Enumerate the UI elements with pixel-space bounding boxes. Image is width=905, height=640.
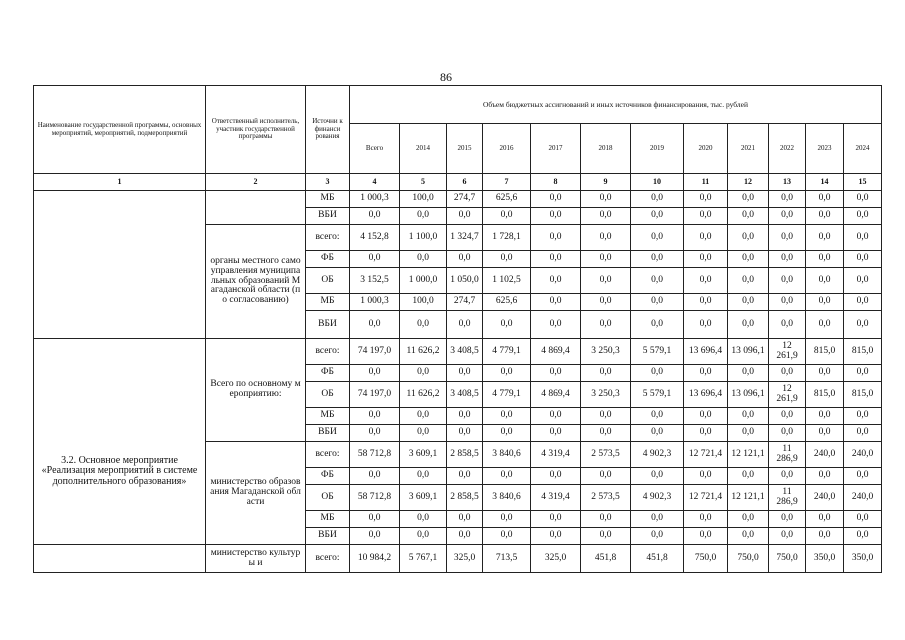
- year-value-cell: 0,0: [684, 425, 728, 442]
- year-value-cell: 0,0: [447, 365, 483, 382]
- year-value-cell: 0,0: [806, 294, 844, 311]
- year-value-cell: 0,0: [728, 425, 769, 442]
- year-value-cell: 713,5: [483, 545, 531, 573]
- executor-text: министерство культуры и: [210, 547, 301, 568]
- year-value-cell: 5 579,1: [631, 382, 684, 408]
- year-value-cell: 0,0: [631, 191, 684, 208]
- budget-table: [33, 85, 882, 573]
- year-value-cell: 0,0: [728, 528, 769, 545]
- year-value-cell: 13 696,4: [684, 339, 728, 365]
- source-cell: ОБ: [306, 268, 350, 294]
- header-executor: Ответственный исполнитель, участник государственной программы: [206, 86, 306, 174]
- year-value-cell: 815,0: [844, 339, 882, 365]
- year-value-cell: 815,0: [806, 339, 844, 365]
- year-value-cell: 3 840,6: [483, 485, 531, 511]
- total-cell: 3 152,5: [350, 268, 400, 294]
- year-value-cell: 451,8: [581, 545, 631, 573]
- total-cell: 10 984,2: [350, 545, 400, 573]
- year-value-cell: 0,0: [631, 365, 684, 382]
- source-cell: МБ: [306, 191, 350, 208]
- year-value-cell: 240,0: [806, 442, 844, 468]
- year-value-cell: 0,0: [447, 408, 483, 425]
- year-value-cell: 0,0: [631, 294, 684, 311]
- year-value-cell: 0,0: [684, 311, 728, 339]
- column-number: 4: [350, 174, 400, 191]
- source-cell: всего:: [306, 225, 350, 251]
- year-value-cell: 274,7: [447, 294, 483, 311]
- year-value-cell: 0,0: [728, 208, 769, 225]
- year-value-cell: 0,0: [769, 225, 806, 251]
- header-year: 2019: [631, 124, 684, 174]
- header-year: 2015: [447, 124, 483, 174]
- year-value-cell: 0,0: [769, 511, 806, 528]
- header-year: 2020: [684, 124, 728, 174]
- year-value-cell: 0,0: [769, 268, 806, 294]
- year-value-cell: 0,0: [447, 528, 483, 545]
- year-value-cell: 0,0: [769, 528, 806, 545]
- year-value-cell: 0,0: [728, 268, 769, 294]
- total-cell: 0,0: [350, 311, 400, 339]
- year-value-cell: 0,0: [483, 365, 531, 382]
- source-cell: ФБ: [306, 251, 350, 268]
- year-value-cell: 13 096,1: [728, 382, 769, 408]
- year-value-cell: 0,0: [806, 311, 844, 339]
- year-value-cell: 0,0: [531, 311, 581, 339]
- year-value-cell: 0,0: [684, 511, 728, 528]
- year-value-cell: 0,0: [728, 251, 769, 268]
- year-value-cell: 12 261,9: [769, 382, 806, 408]
- year-value-cell: 0,0: [631, 408, 684, 425]
- year-value-cell: 0,0: [483, 208, 531, 225]
- year-value-cell: 3 609,1: [400, 485, 447, 511]
- year-value-cell: 750,0: [728, 545, 769, 573]
- column-number: 13: [769, 174, 806, 191]
- year-value-cell: 12 721,4: [684, 485, 728, 511]
- year-value-cell: 0,0: [531, 365, 581, 382]
- total-cell: 58 712,8: [350, 442, 400, 468]
- year-value-cell: 4 779,1: [483, 339, 531, 365]
- total-cell: 0,0: [350, 365, 400, 382]
- year-value-cell: 4 902,3: [631, 485, 684, 511]
- header-volume: Объем бюджетных ассигнований и иных источников финансирования, тыс. рублей: [350, 86, 882, 124]
- year-value-cell: 3 408,5: [447, 382, 483, 408]
- total-cell: 0,0: [350, 208, 400, 225]
- year-value-cell: 11 626,2: [400, 339, 447, 365]
- source-cell: ФБ: [306, 468, 350, 485]
- total-cell: 0,0: [350, 251, 400, 268]
- total-cell: 1 000,3: [350, 191, 400, 208]
- year-value-cell: 0,0: [844, 208, 882, 225]
- year-value-cell: 0,0: [581, 511, 631, 528]
- year-value-cell: 1 000,0: [400, 268, 447, 294]
- year-value-cell: 350,0: [806, 545, 844, 573]
- year-value-cell: 12 121,1: [728, 485, 769, 511]
- year-value-cell: 1 100,0: [400, 225, 447, 251]
- year-value-cell: 0,0: [400, 528, 447, 545]
- year-value-cell: 240,0: [844, 442, 882, 468]
- column-number: 10: [631, 174, 684, 191]
- year-value-cell: 0,0: [483, 468, 531, 485]
- year-value-cell: 0,0: [769, 408, 806, 425]
- year-value-cell: 0,0: [844, 191, 882, 208]
- year-value-cell: 0,0: [400, 208, 447, 225]
- table-row: [34, 191, 882, 208]
- year-value-cell: 2 573,5: [581, 442, 631, 468]
- header-year: 2017: [531, 124, 581, 174]
- column-number: 3: [306, 174, 350, 191]
- year-value-cell: 0,0: [400, 365, 447, 382]
- year-value-cell: 350,0: [844, 545, 882, 573]
- executor-text: министерство образования Магаданской области: [210, 477, 301, 507]
- year-value-cell: 0,0: [806, 225, 844, 251]
- year-value-cell: 0,0: [728, 468, 769, 485]
- source-cell: всего:: [306, 442, 350, 468]
- year-value-cell: 1 102,5: [483, 268, 531, 294]
- source-cell: ФБ: [306, 365, 350, 382]
- year-value-cell: 0,0: [483, 528, 531, 545]
- year-value-cell: 0,0: [631, 528, 684, 545]
- year-value-cell: 0,0: [581, 251, 631, 268]
- year-value-cell: 0,0: [400, 468, 447, 485]
- year-value-cell: 0,0: [400, 408, 447, 425]
- column-number: 7: [483, 174, 531, 191]
- year-value-cell: 3 408,5: [447, 339, 483, 365]
- source-cell: ОБ: [306, 382, 350, 408]
- header-year: 2016: [483, 124, 531, 174]
- year-value-cell: 0,0: [844, 408, 882, 425]
- year-value-cell: 13 096,1: [728, 339, 769, 365]
- header-total: Всего: [350, 124, 400, 174]
- column-number: 15: [844, 174, 882, 191]
- year-value-cell: 0,0: [400, 251, 447, 268]
- year-value-cell: 274,7: [447, 191, 483, 208]
- year-value-cell: 1 324,7: [447, 225, 483, 251]
- year-value-cell: 0,0: [483, 311, 531, 339]
- year-value-cell: 0,0: [684, 468, 728, 485]
- year-value-cell: 12 721,4: [684, 442, 728, 468]
- year-value-cell: 0,0: [531, 294, 581, 311]
- source-cell: ВБИ: [306, 425, 350, 442]
- year-value-cell: 750,0: [684, 545, 728, 573]
- year-value-cell: 0,0: [769, 294, 806, 311]
- total-cell: 0,0: [350, 468, 400, 485]
- year-value-cell: 240,0: [806, 485, 844, 511]
- year-value-cell: 0,0: [631, 268, 684, 294]
- year-value-cell: 0,0: [531, 468, 581, 485]
- year-value-cell: 4 319,4: [531, 485, 581, 511]
- year-value-cell: 0,0: [769, 425, 806, 442]
- year-value-cell: 0,0: [631, 208, 684, 225]
- year-value-cell: 0,0: [631, 311, 684, 339]
- measure-name-cell: [34, 545, 206, 573]
- year-value-cell: 0,0: [684, 208, 728, 225]
- source-cell: ВБИ: [306, 311, 350, 339]
- year-value-cell: 0,0: [400, 311, 447, 339]
- year-value-cell: 1 050,0: [447, 268, 483, 294]
- year-value-cell: 0,0: [806, 425, 844, 442]
- year-value-cell: 750,0: [769, 545, 806, 573]
- total-cell: 74 197,0: [350, 382, 400, 408]
- year-value-cell: 625,6: [483, 294, 531, 311]
- year-value-cell: 2 858,5: [447, 442, 483, 468]
- total-cell: 0,0: [350, 511, 400, 528]
- year-value-cell: 0,0: [728, 511, 769, 528]
- year-value-cell: 12 121,1: [728, 442, 769, 468]
- year-value-cell: 0,0: [844, 294, 882, 311]
- measure-name-cell: 3.2. Основное мероприятие «Реализация мероприятий в системе дополнительного образования»: [34, 339, 206, 545]
- executor-text: Всего по основному мероприятию:: [210, 379, 301, 399]
- year-value-cell: 0,0: [728, 311, 769, 339]
- year-value-cell: 2 573,5: [581, 485, 631, 511]
- source-cell: ОБ: [306, 485, 350, 511]
- header-year: 2021: [728, 124, 769, 174]
- year-value-cell: 0,0: [400, 425, 447, 442]
- year-value-cell: 4 869,4: [531, 382, 581, 408]
- year-value-cell: 13 696,4: [684, 382, 728, 408]
- year-value-cell: 0,0: [483, 511, 531, 528]
- year-value-cell: 11 286,9: [769, 485, 806, 511]
- year-value-cell: 2 858,5: [447, 485, 483, 511]
- year-value-cell: 815,0: [806, 382, 844, 408]
- year-value-cell: 100,0: [400, 191, 447, 208]
- year-value-cell: 3 840,6: [483, 442, 531, 468]
- total-cell: 58 712,8: [350, 485, 400, 511]
- source-cell: всего:: [306, 339, 350, 365]
- year-value-cell: 0,0: [844, 268, 882, 294]
- executor-cell: [206, 225, 306, 339]
- year-value-cell: 815,0: [844, 382, 882, 408]
- year-value-cell: 0,0: [844, 311, 882, 339]
- year-value-cell: 0,0: [769, 468, 806, 485]
- year-value-cell: 0,0: [531, 191, 581, 208]
- column-number: 5: [400, 174, 447, 191]
- executor-cell: [206, 545, 306, 573]
- year-value-cell: 0,0: [684, 225, 728, 251]
- header-source: Источни к финанси рования: [306, 86, 350, 174]
- header-year: 2014: [400, 124, 447, 174]
- year-value-cell: 0,0: [531, 408, 581, 425]
- total-cell: 1 000,3: [350, 294, 400, 311]
- year-value-cell: 11 286,9: [769, 442, 806, 468]
- year-value-cell: 0,0: [769, 311, 806, 339]
- header-year: 2024: [844, 124, 882, 174]
- year-value-cell: 0,0: [684, 365, 728, 382]
- year-value-cell: 0,0: [631, 251, 684, 268]
- year-value-cell: 325,0: [447, 545, 483, 573]
- year-value-cell: 0,0: [684, 408, 728, 425]
- executor-cell: [206, 442, 306, 545]
- year-value-cell: 0,0: [581, 225, 631, 251]
- year-value-cell: 11 626,2: [400, 382, 447, 408]
- year-value-cell: 0,0: [447, 511, 483, 528]
- year-value-cell: 0,0: [769, 365, 806, 382]
- year-value-cell: 0,0: [447, 311, 483, 339]
- year-value-cell: 0,0: [631, 511, 684, 528]
- year-value-cell: 0,0: [806, 268, 844, 294]
- year-value-cell: 0,0: [581, 468, 631, 485]
- year-value-cell: 0,0: [806, 191, 844, 208]
- year-value-cell: 0,0: [581, 311, 631, 339]
- table-body: [34, 174, 882, 573]
- measure-name-cell: [34, 191, 206, 339]
- year-value-cell: 0,0: [844, 251, 882, 268]
- year-value-cell: 0,0: [581, 408, 631, 425]
- year-value-cell: 0,0: [728, 191, 769, 208]
- year-value-cell: 0,0: [684, 251, 728, 268]
- year-value-cell: 0,0: [483, 408, 531, 425]
- year-value-cell: 625,6: [483, 191, 531, 208]
- year-value-cell: 451,8: [631, 545, 684, 573]
- year-value-cell: 0,0: [531, 251, 581, 268]
- year-value-cell: 0,0: [806, 528, 844, 545]
- year-value-cell: 5 767,1: [400, 545, 447, 573]
- year-value-cell: 0,0: [769, 208, 806, 225]
- year-value-cell: 0,0: [531, 528, 581, 545]
- column-number: 1: [34, 174, 206, 191]
- year-value-cell: 0,0: [728, 294, 769, 311]
- column-number: 6: [447, 174, 483, 191]
- column-number: 12: [728, 174, 769, 191]
- year-value-cell: 0,0: [531, 268, 581, 294]
- year-value-cell: 3 609,1: [400, 442, 447, 468]
- year-value-cell: 0,0: [531, 225, 581, 251]
- source-cell: ВБИ: [306, 528, 350, 545]
- year-value-cell: 4 779,1: [483, 382, 531, 408]
- year-value-cell: 325,0: [531, 545, 581, 573]
- header-name: Наименование государственной программы, основных мероприятий, мероприятий, подмероприятий: [34, 86, 206, 174]
- year-value-cell: 100,0: [400, 294, 447, 311]
- year-value-cell: 4 869,4: [531, 339, 581, 365]
- column-numbers-row: [34, 174, 882, 191]
- year-value-cell: 0,0: [581, 191, 631, 208]
- year-value-cell: 0,0: [531, 425, 581, 442]
- page-number: 86: [440, 70, 452, 84]
- total-cell: 0,0: [350, 425, 400, 442]
- source-cell: всего:: [306, 545, 350, 573]
- year-value-cell: 0,0: [684, 528, 728, 545]
- year-value-cell: 0,0: [844, 528, 882, 545]
- table-row: [34, 339, 882, 365]
- year-value-cell: 4 902,3: [631, 442, 684, 468]
- total-cell: 4 152,8: [350, 225, 400, 251]
- year-value-cell: 1 728,1: [483, 225, 531, 251]
- source-cell: МБ: [306, 511, 350, 528]
- year-value-cell: 0,0: [581, 365, 631, 382]
- total-cell: 0,0: [350, 528, 400, 545]
- year-value-cell: 0,0: [531, 511, 581, 528]
- year-value-cell: 0,0: [806, 365, 844, 382]
- total-cell: 0,0: [350, 408, 400, 425]
- year-value-cell: 0,0: [728, 365, 769, 382]
- source-cell: МБ: [306, 408, 350, 425]
- year-value-cell: 0,0: [581, 268, 631, 294]
- year-value-cell: 0,0: [684, 268, 728, 294]
- year-value-cell: 0,0: [483, 251, 531, 268]
- year-value-cell: 4 319,4: [531, 442, 581, 468]
- year-value-cell: 0,0: [581, 294, 631, 311]
- total-cell: 74 197,0: [350, 339, 400, 365]
- year-value-cell: 0,0: [728, 225, 769, 251]
- year-value-cell: 0,0: [631, 425, 684, 442]
- year-value-cell: 0,0: [806, 208, 844, 225]
- year-value-cell: 0,0: [844, 225, 882, 251]
- year-value-cell: 0,0: [581, 528, 631, 545]
- header-year: 2023: [806, 124, 844, 174]
- year-value-cell: 0,0: [447, 425, 483, 442]
- year-value-cell: 0,0: [684, 191, 728, 208]
- year-value-cell: 0,0: [806, 468, 844, 485]
- table-row: [34, 545, 882, 573]
- year-value-cell: 0,0: [728, 408, 769, 425]
- year-value-cell: 0,0: [769, 251, 806, 268]
- source-cell: МБ: [306, 294, 350, 311]
- year-value-cell: 0,0: [806, 408, 844, 425]
- column-number: 14: [806, 174, 844, 191]
- year-value-cell: 0,0: [769, 191, 806, 208]
- year-value-cell: 0,0: [806, 251, 844, 268]
- header-year: 2022: [769, 124, 806, 174]
- year-value-cell: 0,0: [806, 511, 844, 528]
- year-value-cell: 0,0: [684, 294, 728, 311]
- year-value-cell: 0,0: [631, 468, 684, 485]
- year-value-cell: 0,0: [483, 425, 531, 442]
- year-value-cell: 0,0: [631, 225, 684, 251]
- executor-cell: [206, 339, 306, 442]
- executor-text: органы местного самоуправления муниципальных образований Магаданской области (по согласованию): [210, 255, 301, 306]
- year-value-cell: 0,0: [581, 208, 631, 225]
- year-value-cell: 240,0: [844, 485, 882, 511]
- executor-cell: [206, 191, 306, 225]
- year-value-cell: 3 250,3: [581, 339, 631, 365]
- year-value-cell: 0,0: [447, 251, 483, 268]
- year-value-cell: 0,0: [400, 511, 447, 528]
- year-value-cell: 3 250,3: [581, 382, 631, 408]
- year-value-cell: 0,0: [531, 208, 581, 225]
- column-number: 2: [206, 174, 306, 191]
- year-value-cell: 0,0: [844, 365, 882, 382]
- year-value-cell: 0,0: [447, 208, 483, 225]
- column-number: 11: [684, 174, 728, 191]
- header-year: 2018: [581, 124, 631, 174]
- column-number: 8: [531, 174, 581, 191]
- year-value-cell: 12 261,9: [769, 339, 806, 365]
- source-cell: ВБИ: [306, 208, 350, 225]
- column-number: 9: [581, 174, 631, 191]
- year-value-cell: 5 579,1: [631, 339, 684, 365]
- year-value-cell: 0,0: [844, 511, 882, 528]
- year-value-cell: 0,0: [844, 425, 882, 442]
- year-value-cell: 0,0: [447, 468, 483, 485]
- year-value-cell: 0,0: [581, 425, 631, 442]
- year-value-cell: 0,0: [844, 468, 882, 485]
